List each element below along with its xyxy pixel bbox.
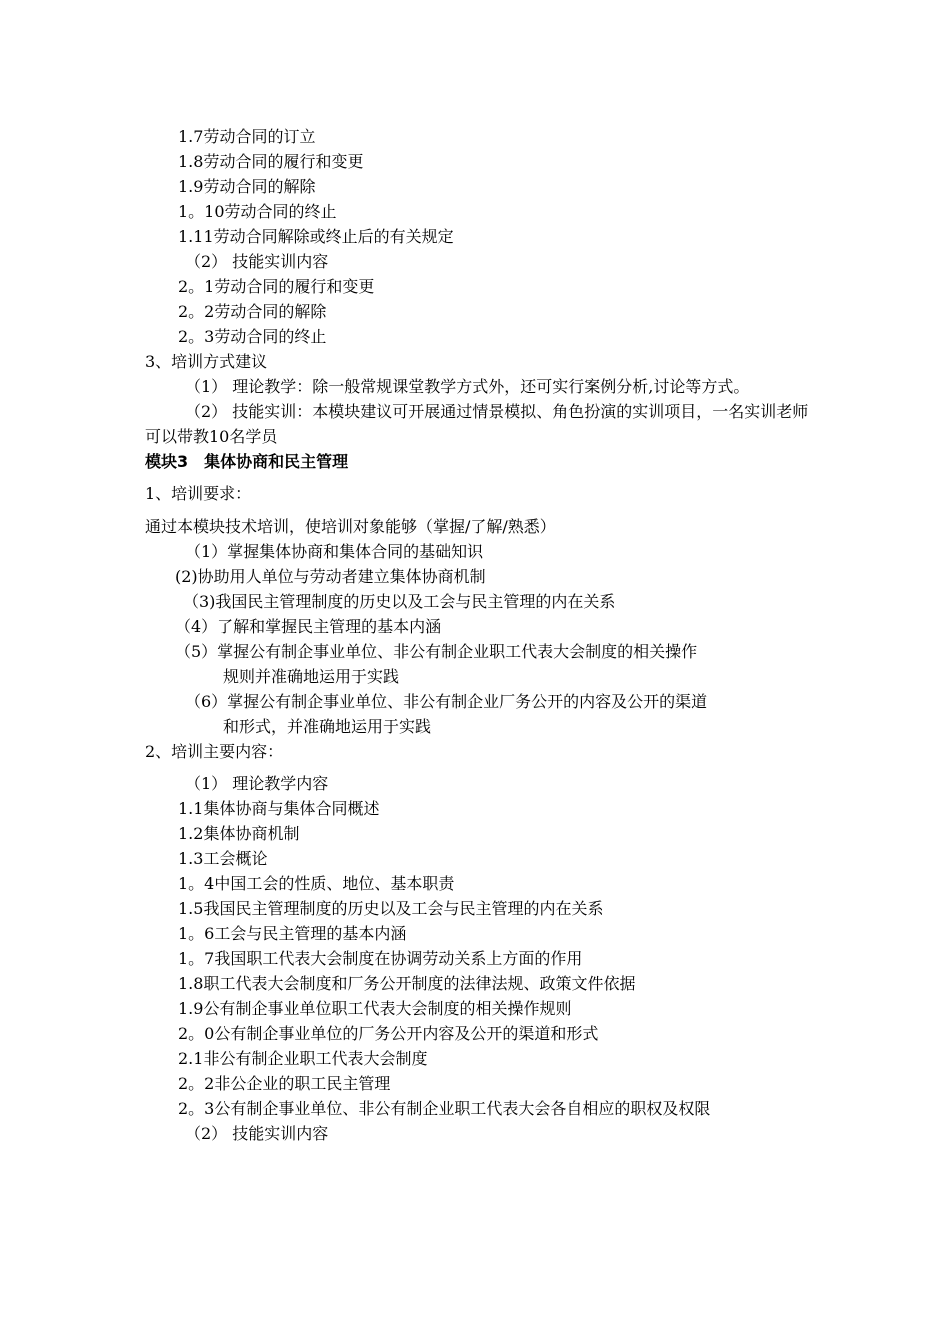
text-line: （2） 技能实训内容 bbox=[185, 252, 329, 271]
section-heading: 2、培训主要内容： bbox=[145, 742, 284, 761]
text-line: 1.8劳动合同的履行和变更 bbox=[178, 152, 364, 171]
text-line: 1.3工会概论 bbox=[178, 849, 268, 868]
section-heading: 3、培训方式建议 bbox=[145, 352, 268, 371]
list-item: (2)协助用人单位与劳动者建立集体协商机制 bbox=[175, 567, 486, 586]
list-item: （6）掌握公有制企事业单位、非公有制企业厂务公开的内容及公开的渠道 bbox=[185, 692, 708, 711]
text-line: 1.5我国民主管理制度的历史以及工会与民主管理的内在关系 bbox=[178, 899, 604, 918]
list-item-continuation: 和形式，并准确地运用于实践 bbox=[223, 717, 432, 736]
text-line: 2。2非公企业的职工民主管理 bbox=[178, 1074, 391, 1093]
text-line: 1。10劳动合同的终止 bbox=[178, 202, 337, 221]
text-line: 1.2集体协商机制 bbox=[178, 824, 300, 843]
text-line: 2。2劳动合同的解除 bbox=[178, 302, 327, 321]
paragraph: （2） 技能实训：本模块建议可开展通过情景模拟、角色扮演的实训项目，一名实训老师可以带教10名学员 bbox=[145, 402, 809, 446]
text-line: 1.8职工代表大会制度和厂务公开制度的法律法规、政策文件依据 bbox=[178, 974, 636, 993]
text-line: 1.9公有制企事业单位职工代表大会制度的相关操作规则 bbox=[178, 999, 572, 1018]
document-body bbox=[145, 124, 813, 1146]
text-line: 2.1非公有制企业职工代表大会制度 bbox=[178, 1049, 428, 1068]
text-line: 1。6工会与民主管理的基本内涵 bbox=[178, 924, 407, 943]
text-line: 通过本模块技术培训，使培训对象能够（掌握/了解/熟悉） bbox=[145, 517, 556, 536]
text-line: 2。1劳动合同的履行和变更 bbox=[178, 277, 375, 296]
list-item-continuation: 规则并准确地运用于实践 bbox=[223, 667, 400, 686]
list-item: （5）掌握公有制企事业单位、非公有制企业职工代表大会制度的相关操作 bbox=[175, 642, 698, 661]
text-line: 1.1集体协商与集体合同概述 bbox=[178, 799, 380, 818]
paragraph: （1） 理论教学：除一般常规课堂教学方式外，还可实行案例分析,讨论等方式。 bbox=[185, 377, 750, 396]
paragraph: 2。3公有制企事业单位、非公有制企业职工代表大会各自相应的职权及权限 bbox=[178, 1099, 711, 1118]
text-line: 1。4中国工会的性质、地位、基本职责 bbox=[178, 874, 455, 893]
text-line: 2。3劳动合同的终止 bbox=[178, 327, 327, 346]
list-item: （1）掌握集体协商和集体合同的基础知识 bbox=[185, 542, 484, 561]
section-heading: 1、培训要求： bbox=[145, 484, 252, 503]
text-line: 1.11劳动合同解除或终止后的有关规定 bbox=[178, 227, 454, 246]
text-line: 1.7劳动合同的订立 bbox=[178, 127, 316, 146]
text-line: （2） 技能实训内容 bbox=[185, 1124, 329, 1143]
text-line: （1） 理论教学内容 bbox=[185, 774, 329, 793]
module-title: 模块3 集体协商和民主管理 bbox=[145, 452, 349, 471]
text-line: 2。0公有制企事业单位的厂务公开内容及公开的渠道和形式 bbox=[178, 1024, 599, 1043]
list-item: （3)我国民主管理制度的历史以及工会与民主管理的内在关系 bbox=[183, 592, 616, 611]
text-line: 1。7我国职工代表大会制度在协调劳动关系上方面的作用 bbox=[178, 949, 583, 968]
text-line: 1.9劳动合同的解除 bbox=[178, 177, 316, 196]
list-item: （4）了解和掌握民主管理的基本内涵 bbox=[175, 617, 442, 636]
